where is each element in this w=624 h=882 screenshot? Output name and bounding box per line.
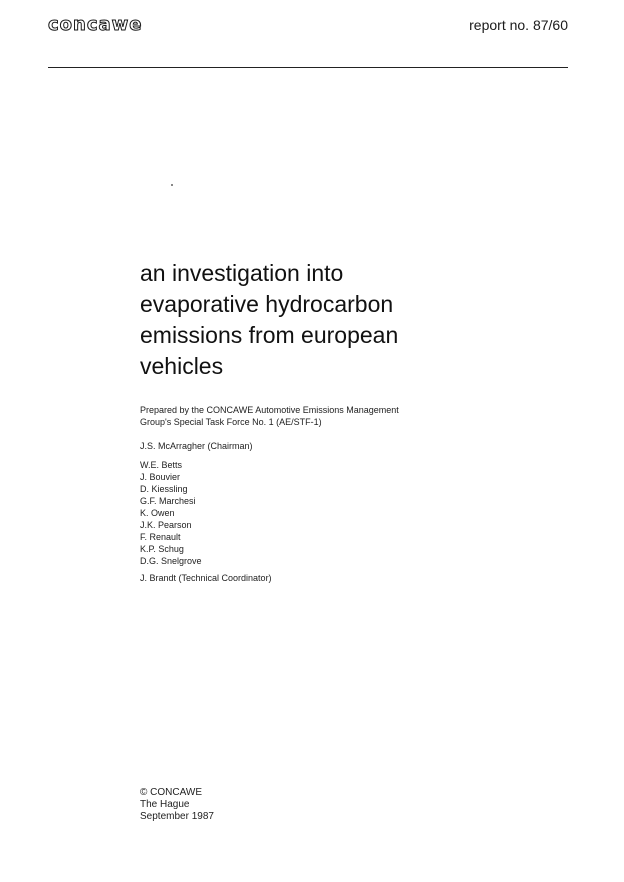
member-name: K.P. Schug	[140, 544, 184, 554]
publication-info	[140, 787, 214, 823]
member-list	[140, 459, 202, 567]
chairman-name: J.S. McArragher (Chairman)	[140, 441, 253, 451]
title-line: evaporative hydrocarbon	[140, 291, 394, 317]
technical-coordinator: J. Brandt (Technical Coordinator)	[140, 573, 272, 583]
report-number: report no. 87/60	[469, 17, 568, 33]
title-line: an investigation into	[140, 260, 344, 286]
publication-city: The Hague	[140, 799, 190, 810]
publication-date: September 1987	[140, 811, 214, 822]
prepared-by-line: Prepared by the CONCAWE Automotive Emissions Management	[140, 405, 399, 415]
member-name: D.G. Snelgrove	[140, 556, 202, 566]
member-name: D. Kiessling	[140, 484, 188, 494]
member-name: J. Bouvier	[140, 472, 181, 482]
member-name: G.F. Marchesi	[140, 496, 196, 506]
member-name: K. Owen	[140, 508, 175, 518]
document-title	[140, 258, 580, 382]
prepared-by-line: Group's Special Task Force No. 1 (AE/STF-1)	[140, 417, 322, 427]
title-line: vehicles	[140, 353, 224, 379]
copyright-notice: © CONCAWE	[140, 787, 202, 798]
title-line: emissions from european	[140, 322, 399, 348]
header-divider	[48, 67, 568, 68]
prepared-by	[140, 404, 399, 428]
brand-logo: concawe	[48, 14, 143, 35]
member-name: W.E. Betts	[140, 460, 183, 470]
member-name: J.K. Pearson	[140, 520, 192, 530]
member-name: F. Renault	[140, 532, 181, 542]
scan-speck	[171, 184, 173, 186]
